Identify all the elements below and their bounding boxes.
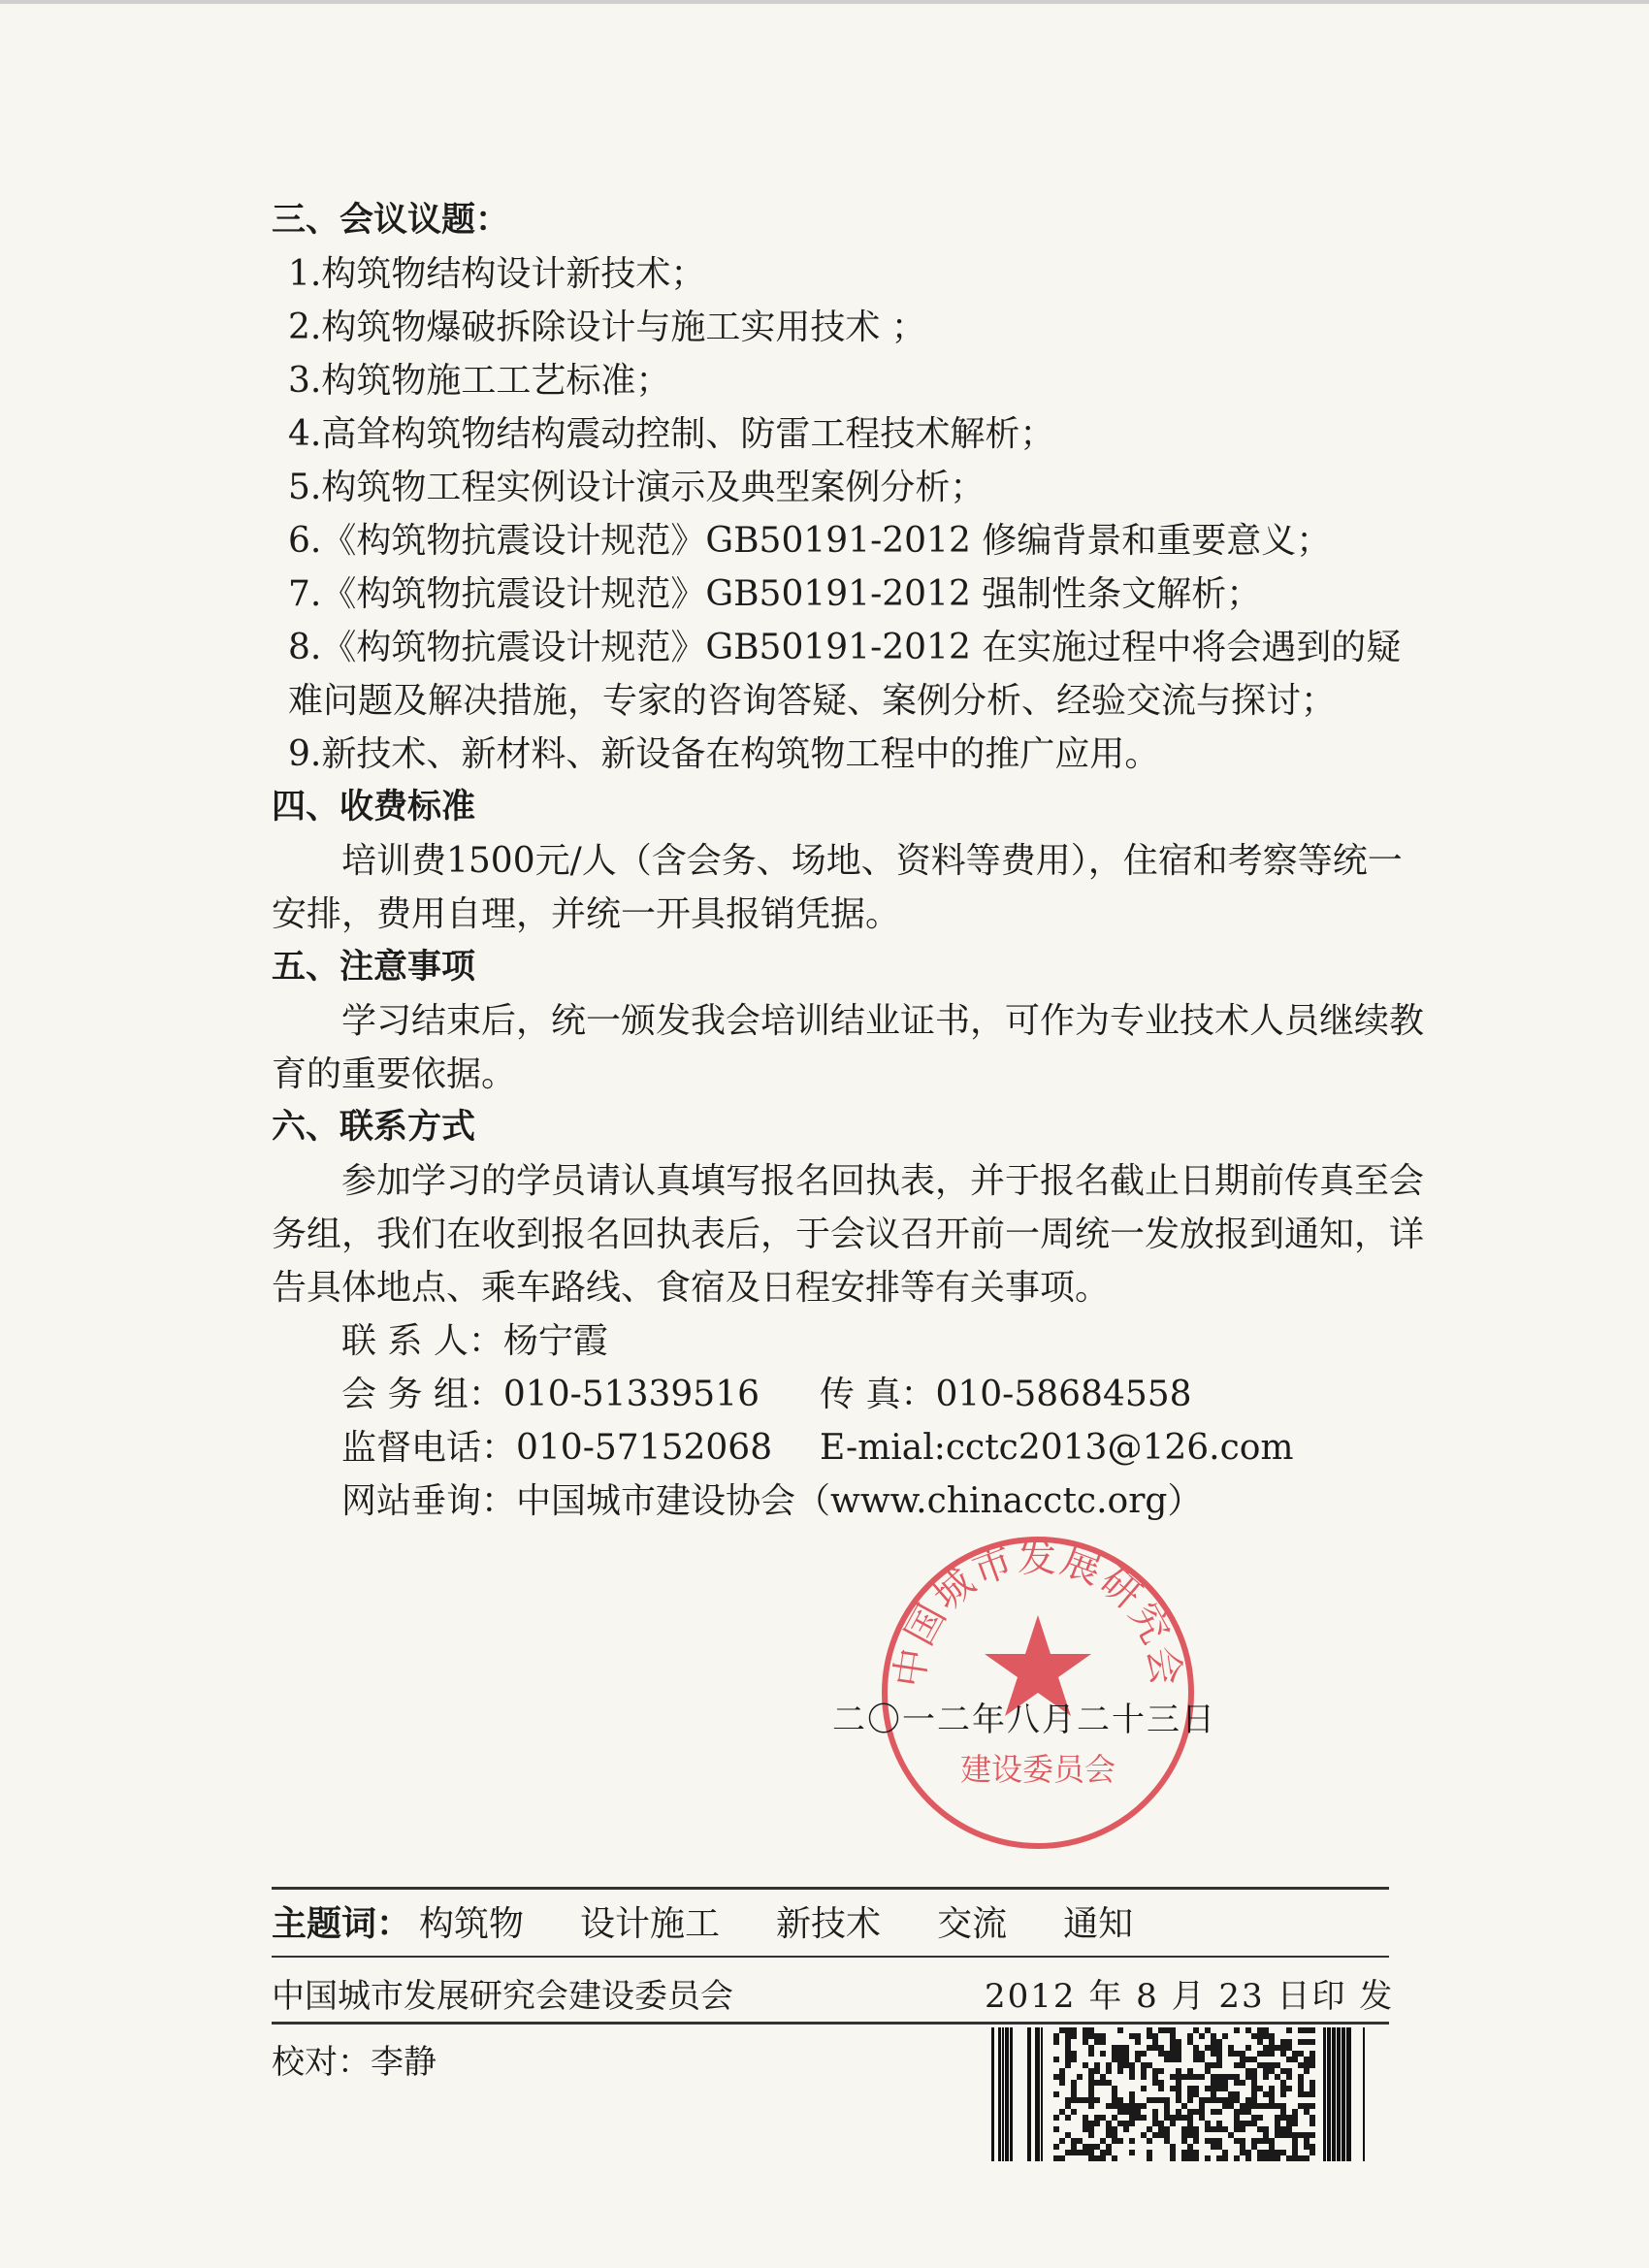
topic-item: 6.《构筑物抗震设计规范》GB50191-2012 修编背景和重要意义； [288, 521, 1332, 561]
topic-item: 4.高耸构筑物结构震动控制、防雷工程技术解析； [288, 414, 1055, 454]
contact-row-supervision [272, 1421, 1436, 1474]
section-heading-contact: 六、联系方式 [272, 1108, 476, 1147]
keywords-label: 主题词： [272, 1904, 412, 1944]
footer-divider-bottom [272, 2022, 1389, 2025]
signature-date: 二〇一二年八月二十三日 [832, 1701, 1216, 1739]
keyword: 设计施工 [580, 1904, 721, 1944]
seal-inner-text: 建设委员会 [959, 1751, 1116, 1788]
contact-text: 参加学习的学员请认真填写报名回执表，并于报名截止日期前传真至会务组，我们在收到报名回执表后，于会议召开前一周统一发放报到通知，详告具体地点、乘车路线、食宿及日程安排等有关事项。 [272, 1161, 1425, 1308]
section-heading-topics: 三、会议议题： [272, 201, 510, 240]
supervision-phone: 监督电话：010-57152068 [341, 1428, 773, 1468]
footer-divider-middle [272, 1956, 1389, 1958]
contact-row-phone [272, 1368, 1436, 1421]
email-address: E-mial:cctc2013@126.com [820, 1428, 1294, 1468]
seal-outer-text: 中国城市发展研究会 [887, 1536, 1189, 1691]
section-heading-notes: 五、注意事项 [272, 948, 476, 987]
contact-person: 联 系 人：杨宁霞 [341, 1321, 608, 1361]
topic-item: 2.构筑物爆破拆除设计与施工实用技术 ； [288, 308, 926, 347]
keywords-line [272, 1896, 1133, 1946]
section-heading-fees: 四、收费标准 [272, 788, 476, 826]
barcode-icon [991, 2027, 1368, 2161]
issue-date: 2012 年 8 月 23 日印 发 [985, 1977, 1395, 2016]
fax-number: 传 真：010-58684558 [820, 1375, 1192, 1414]
scan-edge-line [0, 0, 1649, 4]
document-body [272, 194, 1436, 1528]
topic-item: 9.新技术、新材料、新设备在构筑物工程中的推广应用。 [288, 734, 1160, 774]
keyword: 新技术 [776, 1904, 882, 1944]
keyword: 交流 [937, 1904, 1008, 1944]
topic-item: 5.构筑物工程实例设计演示及典型案例分析； [288, 468, 986, 507]
topic-item: 7.《构筑物抗震设计规范》GB50191-2012 强制性条文解析； [288, 574, 1262, 614]
fees-text: 培训费1500元/人（含会务、场地、资料等费用），住宿和考察等统一安排，费用自理，并统一开具报销凭据。 [272, 841, 1403, 934]
office-phone: 会 务 组：010-51339516 [341, 1375, 760, 1414]
keyword: 构筑物 [419, 1904, 525, 1944]
issuing-organization: 中国城市发展研究会建设委员会 [272, 1977, 733, 2016]
topic-item: 1.构筑物结构设计新技术； [288, 254, 706, 294]
topic-item: 3.构筑物施工工艺标准； [288, 361, 671, 401]
keyword: 通知 [1063, 1904, 1134, 1944]
website-line: 网站垂询：中国城市建设协会（www.chinacctc.org） [341, 1481, 1203, 1521]
proofreader: 校对：李静 [272, 2043, 436, 2082]
footer-divider-top [272, 1887, 1389, 1890]
notes-text: 学习结束后，统一颁发我会培训结业证书，可作为专业技术人员继续教育的重要依据。 [272, 1001, 1425, 1094]
topic-item: 8.《构筑物抗震设计规范》GB50191-2012 在实施过程中将会遇到的疑难问题及解决措施，专家的咨询答疑、案例分析、经验交流与探讨； [288, 628, 1402, 721]
